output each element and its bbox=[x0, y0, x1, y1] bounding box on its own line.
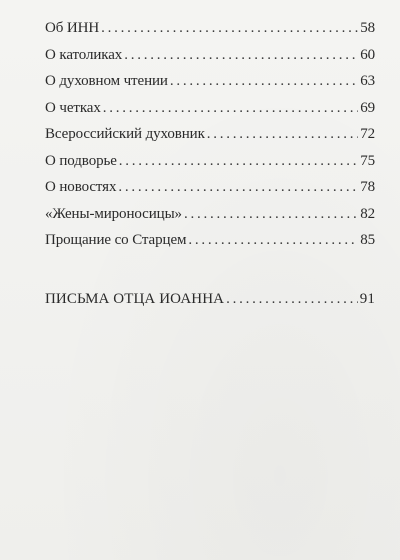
toc-entry bbox=[45, 204, 375, 231]
toc-entry bbox=[45, 71, 375, 98]
toc-dot-leader bbox=[118, 177, 358, 197]
toc-entry-page: 58 bbox=[360, 20, 375, 36]
toc-section bbox=[45, 289, 375, 316]
toc-entry-title: Об ИНН bbox=[45, 20, 100, 36]
toc-entry-title: Прощание со Старцем bbox=[45, 232, 187, 248]
toc-section-title: ПИСЬМА ОТЦА ИОАННА bbox=[45, 291, 225, 307]
toc-dot-leader bbox=[103, 98, 358, 118]
toc-entry-page: 60 bbox=[360, 46, 375, 63]
toc-entry-page: 82 bbox=[360, 205, 375, 222]
toc-dot-leader bbox=[124, 45, 358, 65]
toc-entry bbox=[45, 98, 375, 125]
toc-entry-title: Всероссийский духовник bbox=[45, 126, 205, 142]
toc-dot-leader bbox=[170, 71, 358, 91]
toc-entry-page: 85 bbox=[360, 232, 375, 248]
toc-dot-leader bbox=[207, 124, 358, 144]
toc-entry-title: О католиках bbox=[45, 46, 123, 63]
toc-entry-page: 75 bbox=[360, 152, 375, 169]
toc-entry-page: 69 bbox=[360, 99, 375, 116]
toc-entry-title: О четках bbox=[45, 99, 101, 116]
toc-dot-leader bbox=[184, 204, 358, 224]
toc-entry-page: 63 bbox=[360, 73, 375, 89]
toc-entry-title: О духовном чтении bbox=[45, 73, 168, 89]
toc-entry bbox=[45, 124, 375, 151]
toc-entry bbox=[45, 177, 375, 204]
toc-section-page: 91 bbox=[359, 291, 375, 307]
toc-entry-page: 78 bbox=[360, 179, 375, 195]
toc-dot-leader bbox=[119, 151, 358, 171]
toc-entry-title: О новостях bbox=[45, 179, 117, 195]
toc-dot-leader bbox=[226, 289, 358, 309]
toc-dot-leader bbox=[101, 18, 358, 38]
toc-entry-title: О подворье bbox=[45, 152, 117, 169]
toc-dot-leader bbox=[188, 230, 358, 250]
toc-entry bbox=[45, 18, 375, 45]
toc-entry bbox=[45, 151, 375, 178]
toc-entry bbox=[45, 45, 375, 72]
toc-entry-title: «Жены-мироносицы» bbox=[45, 205, 182, 222]
toc-entry-page: 72 bbox=[360, 126, 375, 142]
table-of-contents bbox=[45, 18, 375, 257]
toc-section-entry bbox=[45, 289, 375, 316]
toc-entry bbox=[45, 230, 375, 257]
